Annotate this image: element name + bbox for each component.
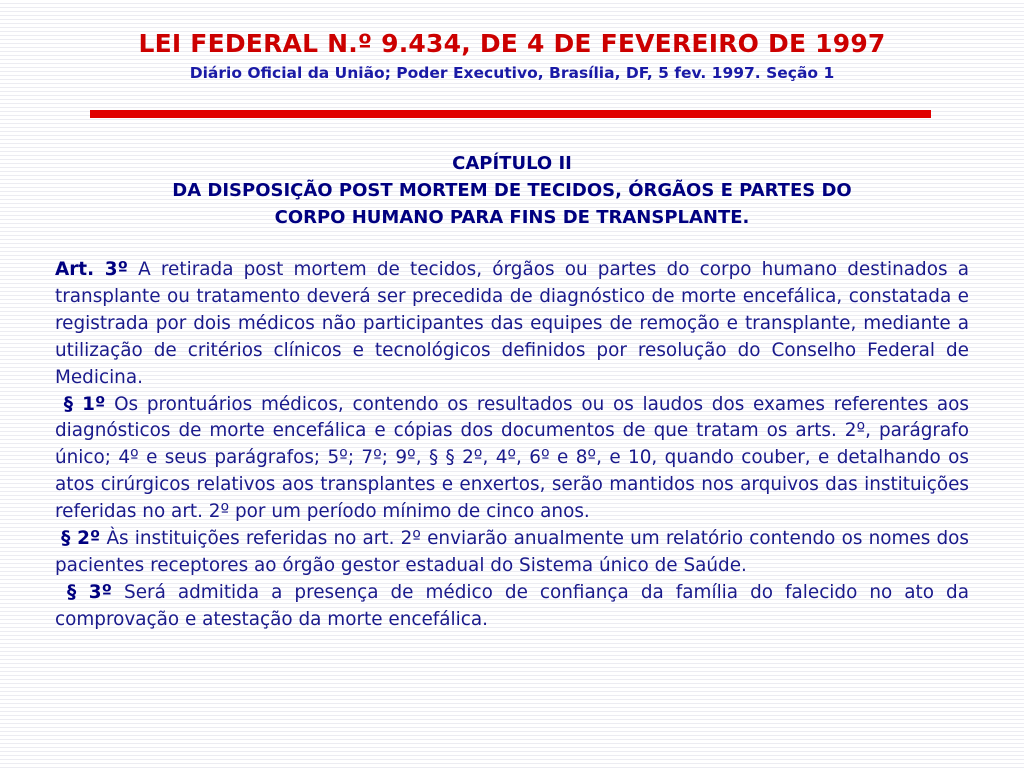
header: [0, 0, 1024, 84]
paragraph-3: [55, 580, 969, 634]
paragraph-1: [55, 392, 969, 527]
chapter-title-line-2: CORPO HUMANO PARA FINS DE TRANSPLANTE.: [274, 207, 750, 228]
paragraph-2: [55, 526, 969, 580]
paragraph-2-label: § 2º: [61, 528, 101, 550]
page-title: LEI FEDERAL N.º 9.434, DE 4 DE FEVEREIRO DE 1997: [138, 29, 886, 58]
article-3-label: Art. 3º: [55, 259, 128, 280]
article-3: [55, 257, 969, 392]
paragraph-3-text: Será admitida a presença de médico de confiança da família do falecido no ato da comprovação e atestação da morte encefálica.: [55, 581, 969, 630]
document-body: [55, 257, 969, 634]
chapter-title-line-1: DA DISPOSIÇÃO POST MORTEM DE TECIDOS, ÓRGÃOS E PARTES DO: [172, 180, 852, 201]
page-subtitle: Diário Oficial da União; Poder Executivo, Brasília, DF, 5 fev. 1997. Seção 1: [189, 64, 835, 82]
paragraph-1-label: § 1º: [63, 393, 106, 415]
article-3-text: A retirada post mortem de tecidos, órgãos ou partes do corpo humano destinados a transplante ou tratamento deverá ser precedida de diagnóstico de morte encefálica, constatada e registrada por dois médicos não participantes das equipes de remoção e transplante, mediante a utilização de critérios clínicos e tecnológicos definidos por resolução do Conselho Federal de Medicina.: [55, 259, 969, 388]
chapter-number: CAPÍTULO II: [452, 153, 572, 174]
paragraph-2-text: Às instituições referidas no art. 2º enviarão anualmente um relatório contendo os nomes dos pacientes receptores ao órgão gestor estadual do Sistema único de Saúde.: [55, 528, 969, 576]
paragraph-3-label: § 3º: [67, 581, 112, 603]
red-divider: [90, 110, 931, 118]
chapter-heading: [40, 150, 984, 231]
paragraph-1-text: Os prontuários médicos, contendo os resultados ou os laudos dos exames referentes aos diagnósticos de morte encefálica e cópias dos documentos de que tratam os arts. 2º, parágrafo único; 4º e seus parágrafos; 5º; 7º; 9º, § § 2º, 4º, 6º e 8º, e 10, quando couber, e detalhando os atos cirúrgicos relativos aos transplantes e enxertos, serão mantidos nos arquivos das instituições referidas no art. 2º por um período mínimo de cinco anos.: [55, 393, 969, 523]
